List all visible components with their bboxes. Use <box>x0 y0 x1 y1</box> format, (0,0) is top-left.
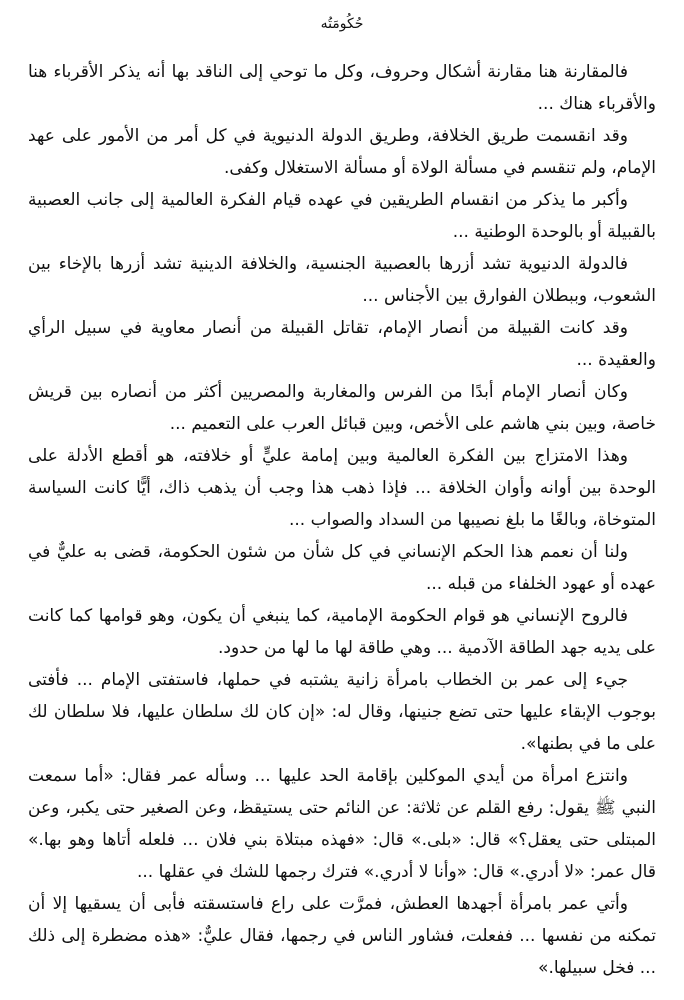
paragraph: وكان أنصار الإمام أبدًا من الفرس والمغاربة والمصريين أكثر من أنصاره بين قريش خاصة، وبين بني هاشم على الأخص، وبين قبائل العرب على التعميم ... <box>28 382 656 434</box>
paragraph: وأكبر ما يذكر من انقسام الطريقين في عهده قيام الفكرة العالمية إلى جانب العصبية بالقبيلة أو بالوحدة الوطنية ... <box>28 190 656 242</box>
paragraph: وهذا الامتزاج بين الفكرة العالمية وبين إمامة عليٍّ أو خلافته، هو أقطع الأدلة على الوحدة بين أوانه وأوان الخلافة ... فإذا ذهب هذا وجب أن يذهب ذاك، أيًّا كانت السياسة المتوخاة، وبالغًا ما بلغ نصيبها من السداد والصواب ... <box>28 446 656 530</box>
paragraph: وأتي عمر بامرأة أجهدها العطش، فمرَّت على راع فاستسقته فأبى أن يسقيها إلا أن تمكنه من نفسها ... ففعلت، فشاور الناس في رجمها، فقال عليٌّ: «هذه مضطرة إلى ذلك ... فخل سبيلها.» <box>28 894 656 978</box>
paragraph: وانتزع امرأة من أيدي الموكلين بإقامة الحد عليها ... وسأله عمر فقال: «أما سمعت النبي ﷺ يقول: رفع القلم عن ثلاثة: عن النائم حتى يستيقظ، وعن الصغير حتى يكبر، وعن المبتلى حتى يعقل؟» قال: «بلى.» قال: «فهذه مبتلاة بني فلان ... فلعله أتاها وهو بها.» قال عمر: «لا أدري.» قال: «وأنا لا أدري.» فترك رجمها للشك في عقلها ... <box>28 766 656 882</box>
paragraph: جيء إلى عمر بن الخطاب بامرأة زانية يشتبه في حملها، فاستفتى الإمام ... فأفتى بوجوب الإبقاء عليها حتى تضع جنينها، وقال له: «إن كان لك سلطان عليها، فلا سلطان لك على ما في بطنها». <box>28 670 656 754</box>
paragraph: وقد انقسمت طريق الخلافة، وطريق الدولة الدنيوية في كل أمر من الأمور على عهد الإمام، ولم تنقسم في مسألة الولاة أو مسألة الاستغلال وكفى. <box>28 126 656 178</box>
paragraph: وقد كانت القبيلة من أنصار الإمام، تقاتل القبيلة من أنصار معاوية في سبيل الرأي والعقيدة ... <box>28 318 656 370</box>
page-body <box>28 56 656 984</box>
paragraph: فالدولة الدنيوية تشد أزرها بالعصبية الجنسية، والخلافة الدينية تشد أزرها بالإخاء بين الشعوب، وببطلان الفوارق بين الأجناس ... <box>28 254 656 306</box>
paragraph: فالروح الإنساني هو قوام الحكومة الإمامية، كما ينبغي أن يكون، وهو قوامها كما كانت على يديه جهد الطاقة الآدمية ... وهي طاقة لها ما لها من حدود. <box>28 606 656 658</box>
running-header: حُكُومَتُه <box>320 16 364 32</box>
paragraph: فالمقارنة هنا مقارنة أشكال وحروف، وكل ما توحي إلى الناقد بها أنه يذكر الأقرباء هنا والأقرباء هناك ... <box>28 62 656 114</box>
paragraph: ولنا أن نعمم هذا الحكم الإنساني في كل شأن من شئون الحكومة، قضى به عليٌّ في عهده أو عهود الخلفاء من قبله ... <box>28 542 656 594</box>
